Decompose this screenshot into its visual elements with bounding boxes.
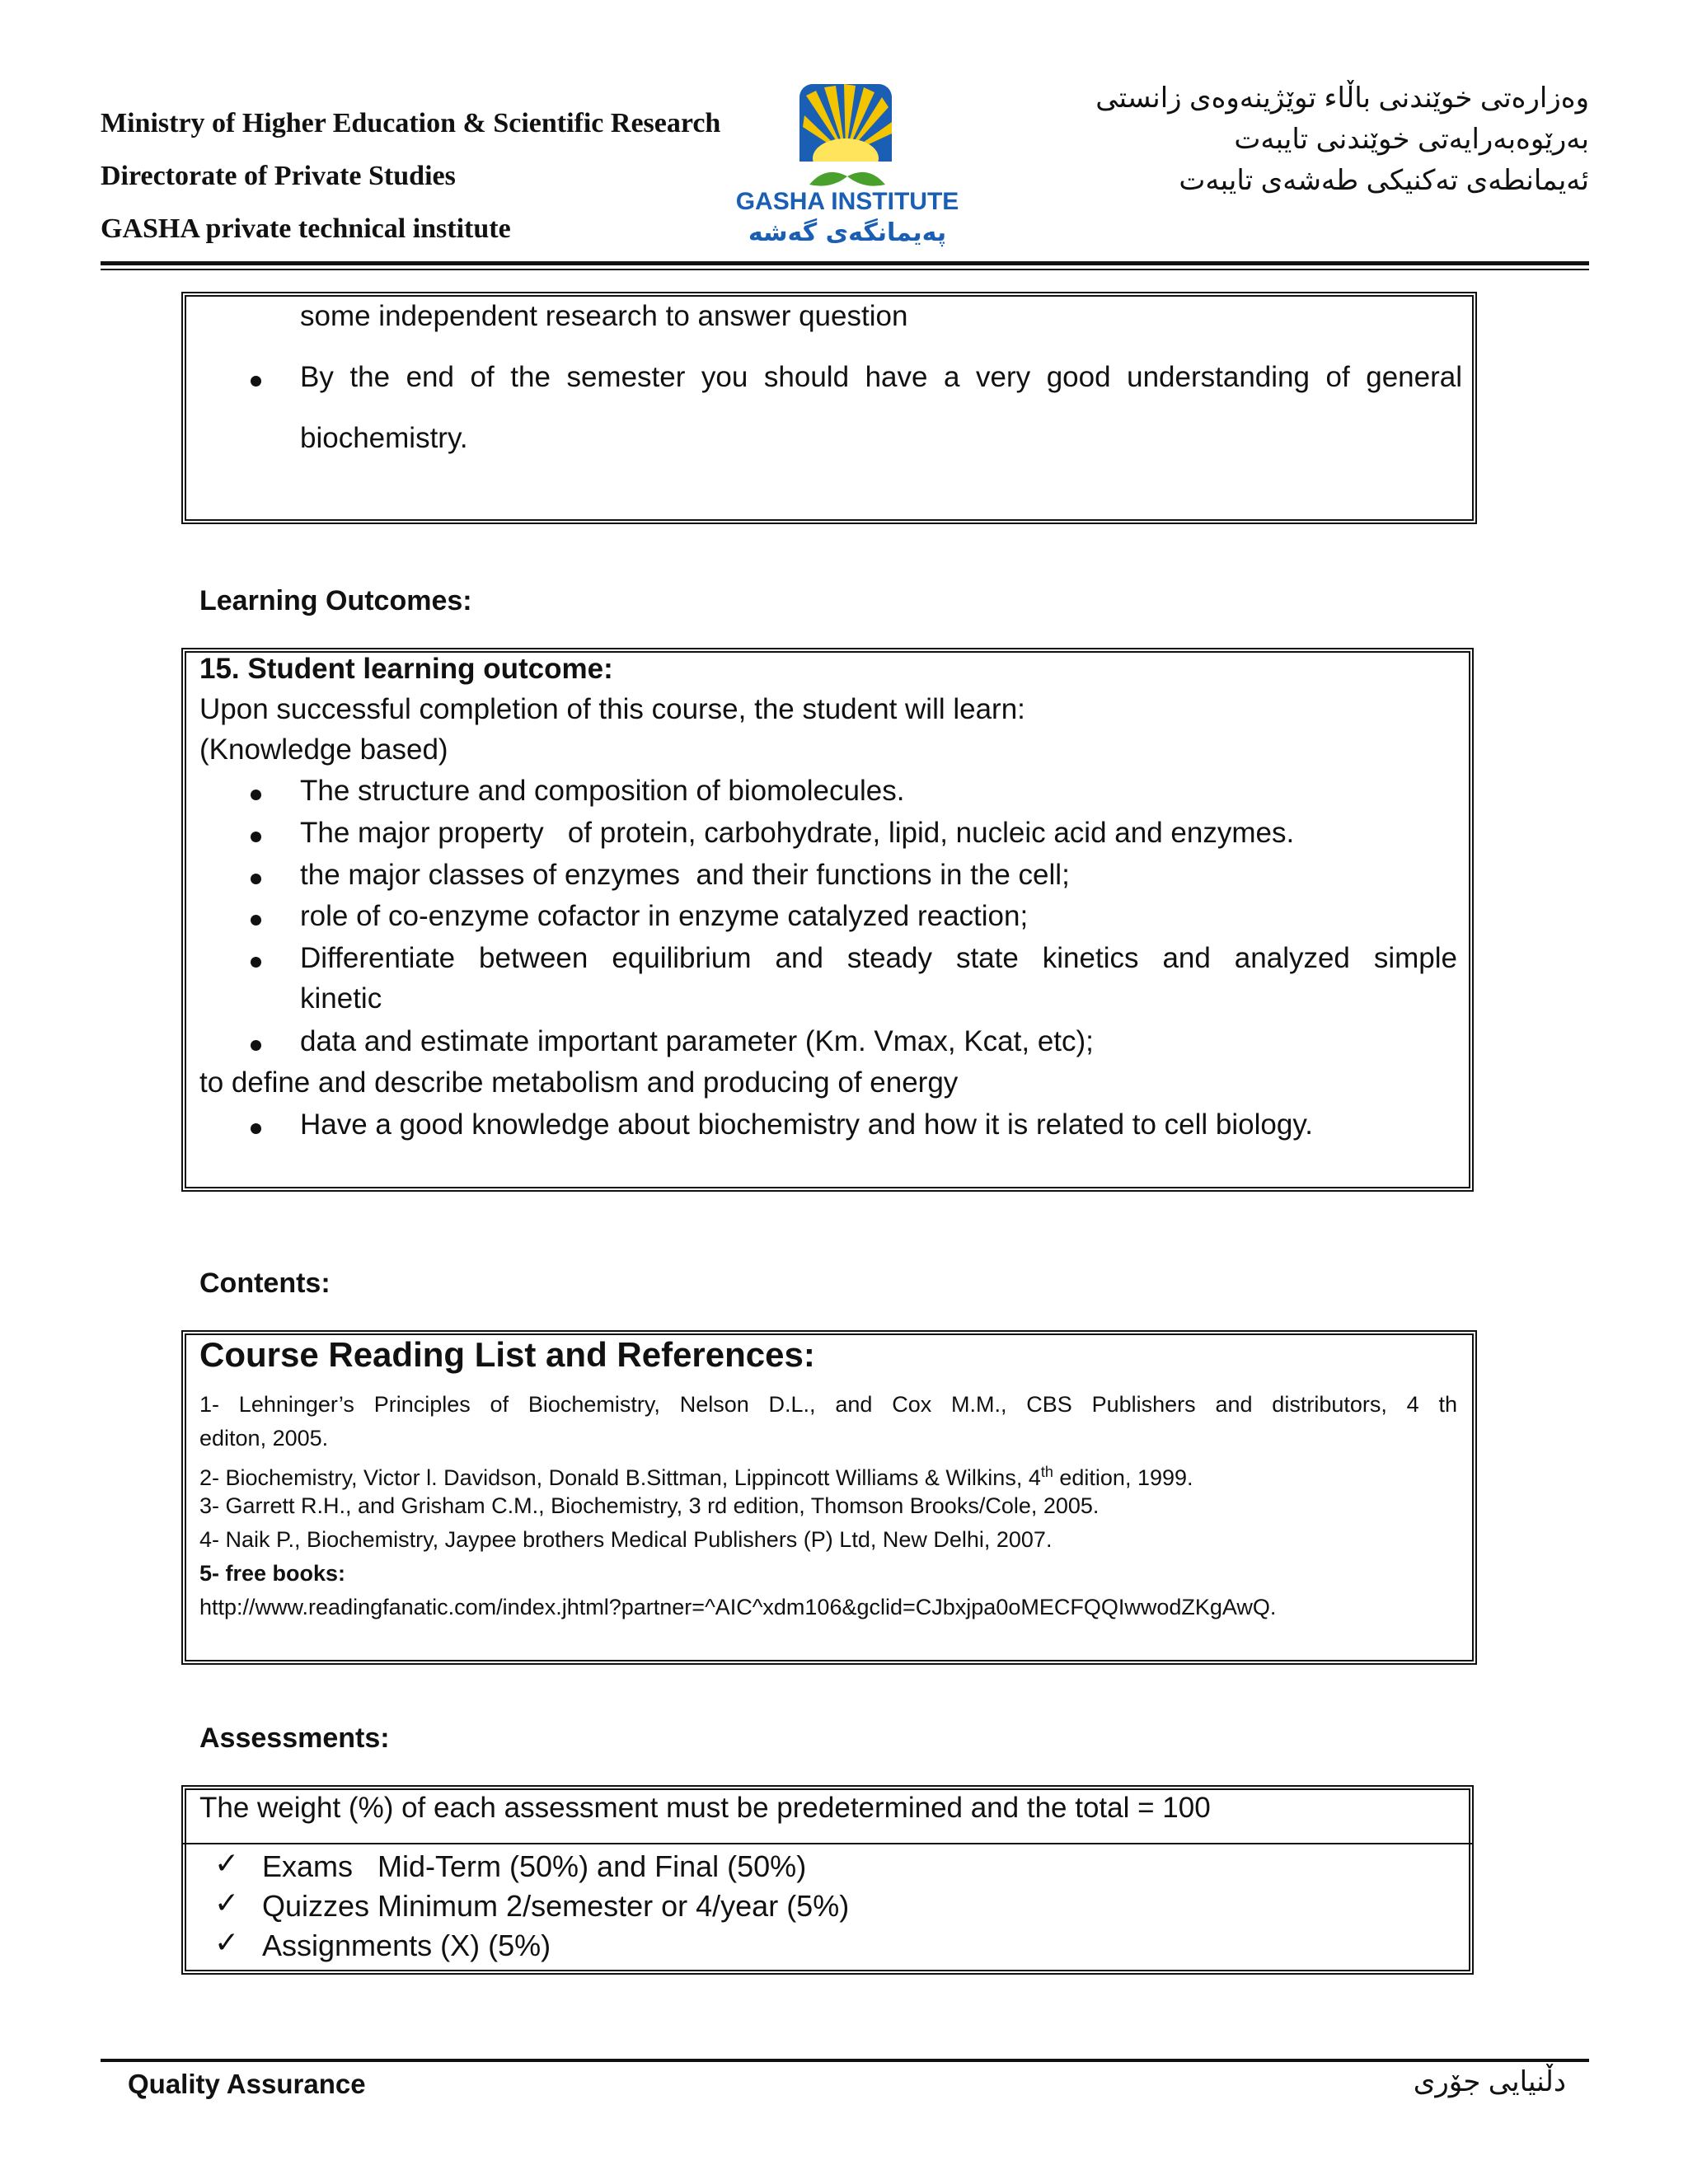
- outcome-item-5-line2: kinetic: [300, 982, 382, 1015]
- header-divider-thin: [101, 269, 1589, 270]
- directorate-name-kurdish: بەرێوەبەرایەتی خوێندنی تایبەت: [1234, 124, 1589, 155]
- assessments-box: [181, 1785, 1474, 1975]
- learning-outcomes-box: [181, 648, 1474, 1192]
- reference-2-text-end: edition, 1999.: [1053, 1465, 1193, 1490]
- bullet-icon: [251, 915, 261, 926]
- header-institution-english: [101, 97, 720, 255]
- header-divider-thick: [101, 261, 1589, 265]
- footer-divider: [101, 2059, 1589, 2062]
- checkmark-icon: ✓: [214, 1886, 240, 1919]
- outcome-item-2: The major property of protein, carbohydrate, lipid, nucleic acid and enzymes.: [300, 817, 1295, 849]
- reference-1-line2: editon, 2005.: [199, 1426, 329, 1451]
- logo-text-english: GASHA INSTITUTE: [735, 188, 959, 215]
- outcome-item-3: the major classes of enzymes and their functions in the cell;: [300, 859, 1070, 891]
- reference-5-url[interactable]: http://www.readingfanatic.com/index.jhtml?partner=^AIC^xdm106&gclid=CJbxjpa0oMECFQQIwwodZKgAwQ.: [199, 1595, 1277, 1619]
- outcome-plain-line: to define and describe metabolism and producing of energy: [199, 1066, 959, 1099]
- outcome-intro: Upon successful completion of this course, the student will learn:: [199, 693, 1025, 725]
- institute-name: GASHA private technical institute: [101, 213, 511, 244]
- bullet-icon: [251, 957, 261, 968]
- contents-heading: Contents:: [199, 1268, 331, 1299]
- bullet-icon: [251, 874, 261, 884]
- gasha-institute-logo: [724, 79, 971, 252]
- knowledge-based-label: (Knowledge based): [199, 733, 448, 766]
- outcome-item-5-line1: Differentiate between equilibrium and steady state kinetics and analyzed simple: [300, 942, 1457, 974]
- learning-outcomes-heading: Learning Outcomes:: [199, 585, 472, 616]
- assessment-item-quizzes: Quizzes Minimum 2/semester or 4/year (5%): [262, 1889, 850, 1923]
- objective-continuation-text: some independent research to answer question: [300, 300, 908, 332]
- bullet-icon: [251, 1123, 261, 1134]
- checkmark-icon: ✓: [214, 1925, 240, 1959]
- logo-text-kurdish: پەیمانگەی گەشە: [748, 218, 947, 247]
- ministry-name-kurdish: وەزارەتی خوێندنی باڵاء توێژینەوەی زانستی: [1095, 82, 1589, 114]
- assessments-heading: Assessments:: [199, 1722, 390, 1754]
- outcome-item-1: The structure and composition of biomolecules.: [300, 775, 905, 807]
- objective-bullet-line2: biochemistry.: [300, 422, 468, 454]
- objective-bullet-line1: By the end of the semester you should have a very good understanding of general: [300, 361, 1462, 393]
- outcome-item-7: Have a good knowledge about biochemistry and how it is related to cell biology.: [300, 1108, 1313, 1141]
- bullet-icon: [251, 832, 261, 842]
- institute-name-kurdish: ئەیمانطەی تەکنیکی طەشەی تایبەت: [1179, 165, 1589, 196]
- reference-1-line1: 1- Lehninger’s Principles of Biochemistry, Nelson D.L., and Cox M.M., CBS Publishers and distributors, 4 th: [199, 1392, 1457, 1417]
- directorate-name: Directorate of Private Studies: [101, 161, 456, 191]
- reference-3: 3- Garrett R.H., and Grisham C.M., Biochemistry, 3 rd edition, Thomson Brooks/Cole, 2005.: [199, 1493, 1100, 1518]
- outcome-item-4: role of co-enzyme cofactor in enzyme catalyzed reaction;: [300, 900, 1029, 932]
- assessment-item-exams: Exams Mid-Term (50%) and Final (50%): [262, 1849, 807, 1883]
- footer-quality-assurance-kurdish: دڵنیایی جۆری: [1413, 2066, 1566, 2097]
- reference-2-superscript: th: [1040, 1464, 1053, 1480]
- logo-graphic: [724, 79, 971, 252]
- outcome-title: 15. Student learning outcome:: [199, 653, 613, 685]
- checkmark-icon: ✓: [214, 1846, 240, 1880]
- reference-2-text: 2- Biochemistry, Victor l. Davidson, Donald B.Sittman, Lippincott Williams & Wilkins, 4: [199, 1465, 1041, 1490]
- assessment-row-divider: [183, 1843, 1472, 1844]
- assessment-weight-note: The weight (%) of each assessment must be predetermined and the total = 100: [199, 1792, 1211, 1824]
- footer-quality-assurance: Quality Assurance: [128, 2069, 366, 2099]
- reference-5-title: 5- free books:: [199, 1561, 346, 1586]
- bullet-icon: [251, 1040, 261, 1051]
- outcome-item-6: data and estimate important parameter (Km. Vmax, Kcat, etc);: [300, 1025, 1094, 1057]
- bullet-icon: [251, 790, 261, 800]
- reference-4: 4- Naik P., Biochemistry, Jaypee brothers Medical Publishers (P) Ltd, New Delhi, 2007.: [199, 1527, 1053, 1552]
- course-objectives-continuation-box: [181, 292, 1477, 524]
- assessment-item-assignments: Assignments (X) (5%): [262, 1929, 551, 1962]
- header-institution-kurdish: [1095, 77, 1589, 201]
- bullet-icon: [251, 376, 261, 387]
- reading-list-title: Course Reading List and References:: [199, 1335, 815, 1374]
- reading-list-box: [181, 1330, 1477, 1665]
- ministry-name: Ministry of Higher Education & Scientific Research: [101, 108, 721, 138]
